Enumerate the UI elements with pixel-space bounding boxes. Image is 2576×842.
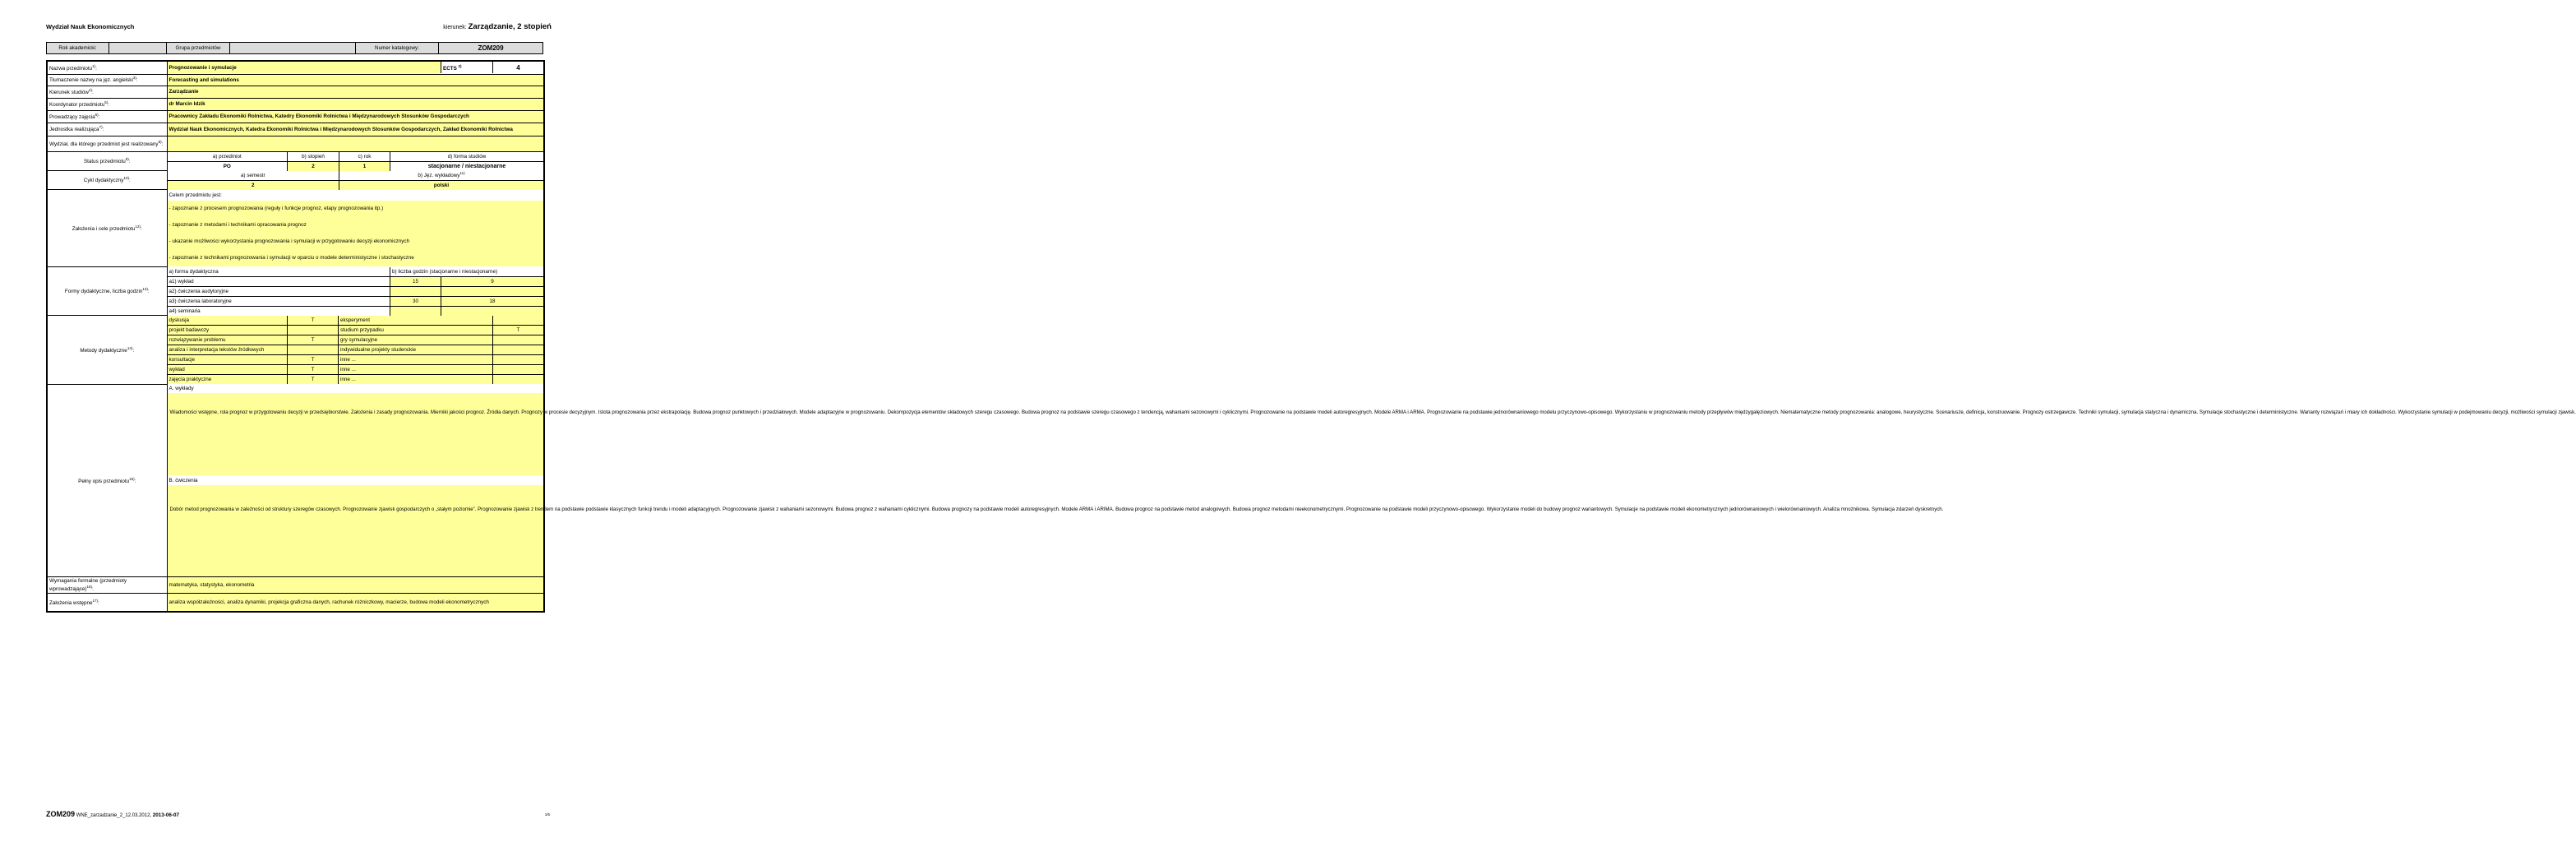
status-h-a: a) przedmiot <box>168 152 288 162</box>
top-info-bar <box>46 42 543 54</box>
faculty-name: Wydział Nauk Ekonomicznych <box>46 23 135 30</box>
formy-row-s: 15 <box>390 276 441 286</box>
rok-label: Rok akademicki: <box>47 43 109 54</box>
rok-value <box>109 43 167 54</box>
metody-row <box>168 345 544 355</box>
metody-right-name: inne ... <box>339 355 493 365</box>
cykl-cell <box>167 171 544 190</box>
footer <box>46 810 179 818</box>
formy-row-n <box>441 306 544 316</box>
footer-file: WNE_zarzadzanie_2_12.03.2012, <box>76 813 152 818</box>
zalozenia-intro: Celem przedmiotu jest: <box>169 192 222 198</box>
nazwa-cell <box>167 61 544 74</box>
tlum-label: Tłumaczenie nazwy na jęz. angielski$^{3)}$: <box>47 74 167 86</box>
metody-row <box>168 375 544 385</box>
wymagania-label: Wymagania formalne (przedmioty wprowadzające)$^{16)}$: <box>47 577 167 594</box>
metody-left-name: konsultacje <box>168 355 288 365</box>
prow-value: Pracownicy Zakładu Ekonomiki Rolnictwa, Katedry Ekonomiki Rolnictwa i Międzynarodowych Stosunków Gospodarczych <box>167 110 544 123</box>
opis-label: Pełny opis przedmiotu$^{15)}$: <box>47 385 167 577</box>
metody-left-value <box>288 345 339 355</box>
kierunek-header-value: Zarządzanie, 2 stopień <box>468 22 552 31</box>
nazwa-value: Prognozowanie i symulacje <box>168 62 441 73</box>
metody-right-value <box>493 345 544 355</box>
grupa-value <box>230 43 356 54</box>
numer-value: ZOM209 <box>439 43 543 54</box>
koord-value: dr Marcin Idzik <box>167 98 544 110</box>
formy-h-b: b) liczba godzin (stacjonarne i niestacjonarne) <box>390 267 544 277</box>
cykl-v-a: 2 <box>168 180 339 190</box>
wydz-value <box>167 136 544 151</box>
metody-row <box>168 316 544 326</box>
cykl-label: Cykl dydaktyczny$^{10)}$: <box>47 171 167 190</box>
metody-left-value: T <box>288 375 339 385</box>
zalozenia-item: - zapoznanie z procesem prognozowania (reguły i funkcje prognoz, etapy prognozowania itp.) <box>169 206 384 211</box>
kierunek-value: Zarządzanie <box>167 86 544 98</box>
zalozenia-item: - ukazanie możliwości wykorzystania prognozowania i symulacji w przygotowaniu decyzji ekonomicznych <box>169 238 410 244</box>
formy-row-s <box>390 306 441 316</box>
zalozenia-label: Założenia i cele przedmiotu$^{12)}$: <box>47 190 167 267</box>
wstepne-label: Założenia wstępne$^{17)}$: <box>47 594 167 613</box>
kierunek-label: Kierunek studiów$^{4)}$: <box>47 86 167 98</box>
formy-row-name: a3) ćwiczenia laboratoryjne <box>168 296 390 306</box>
wydz-label: Wydział, dla którego przedmiot jest realizowany$^{8)}$: <box>47 136 167 151</box>
formy-row-n <box>441 286 544 296</box>
footer-date: 2013-06-07 <box>152 812 179 818</box>
formy-row-name: a2) ćwiczenia audytoryjne <box>168 286 390 296</box>
formy-row-s: 30 <box>390 296 441 306</box>
metody-right-value <box>493 375 544 385</box>
status-h-b: b) stopień <box>288 152 339 162</box>
grupa-label: Grupa przedmiotów <box>167 43 230 54</box>
formy-label: Formy dydaktyczne, liczba godzin$^{13)}$: <box>47 267 167 316</box>
formy-row-name: a4) seminaria <box>168 306 390 316</box>
formy-row-s <box>390 286 441 296</box>
zalozenia-cell <box>167 190 544 267</box>
metody-left-name: dyskusja <box>168 316 288 326</box>
kierunek-header <box>443 22 552 31</box>
metody-row <box>168 365 544 375</box>
nazwa-label: Nazwa przedmiotu$^{1)}$: <box>47 61 167 74</box>
status-label: Status przedmiotu$^{9)}$: <box>47 151 167 171</box>
metody-row <box>168 355 544 365</box>
status-cell <box>167 151 544 171</box>
ects-value: 4 <box>516 63 520 72</box>
cykl-h-a: a) semestr <box>168 171 339 181</box>
course-table <box>46 60 2576 613</box>
koord-label: Koordynator przedmiotu$^{5)}$: <box>47 98 167 110</box>
status-v-b: 2 <box>288 161 339 171</box>
wstepne-value: analiza współzależności, analiza dynamiki, projekcja graficzna danych, rachunek różniczkowy, macierze, budowa modeli ekonometrycznych <box>167 594 544 613</box>
metody-right-name: indywidualne projekty studenckie <box>339 345 493 355</box>
formy-h-a: a) forma dydaktyczna <box>168 267 390 277</box>
formy-row-name: a1) wykład <box>168 276 390 286</box>
formy-cell <box>167 267 544 316</box>
metody-right-name: gry symulacyjne <box>339 335 493 345</box>
cykl-h-b: b) Jęz. wykładowy$^{11)}$ <box>339 171 544 181</box>
jedn-value: Wydział Nauk Ekonomicznych, Katedra Ekonomiki Rolnictwa i Międzynarodowych Stosunków Gospodarczych, Zakład Ekonomiki Rolnictwa <box>167 123 544 136</box>
opis-a-text: Wiadomości wstępne, rola prognoz w przygotowaniu decyzji w przedsiębiorstwie. Założenia i zasady prognozowania. Mierniki jakości prognoz. Źródła danych. Prognozy w procesie decyzyjnym. Istota prognozowania przez ekstrapolację. Budowa prognoz punktowych i przedziałowych. Modele adaptacyjne w prognozowaniu. Dekompozycja elementów składowych szeregu czasowego. Budowa prognoz na podstawie szeregu czasowego z tendencją, wahaniami sezonowymi i cyklicznymi. Prognozowanie na podstawie modeli autoregresyjnych. Modele ARMA i ARMA. Prognozowanie na podstawie jednorównaniowego modelu przyczynowo-opisowego. Wykorzystaniu w prognozowaniu metody przepływów międzygałęziowych. Niematematyczne metody prognozowania: analogowe, heurystyczne. Scenariusze, definicja, konstruowanie. Prognozy ostrzegawcze. Techniki symulacji, symulacja statyczna i dynamiczna. Symulacje stochastyczne i deterministyczne. Warianty rozwiązań i miary ich dokładności. Wykorzystanie symulacji w podejmowaniu decyzji, możliwości symulacji zjawisk. <box>169 409 2576 415</box>
metody-right-value <box>493 316 544 326</box>
metody-right-value <box>493 335 544 345</box>
formy-row-n: 9 <box>441 276 544 286</box>
status-v-d: stacjonarne / niestacjonarne <box>390 161 544 171</box>
kierunek-header-label: kierunek: <box>443 25 467 30</box>
status-h-c: c) rok <box>339 152 390 162</box>
metody-right-value <box>493 355 544 365</box>
cykl-v-b: polski <box>339 180 544 190</box>
wymagania-value: matematyka, statystyka, ekonometria <box>167 577 544 594</box>
jedn-label: Jednostka realizująca$^{7)}$: <box>47 123 167 136</box>
metody-row <box>168 326 544 335</box>
metody-left-value: T <box>288 355 339 365</box>
metody-left-value: T <box>288 335 339 345</box>
metody-left-value: T <box>288 365 339 375</box>
opis-a-head: A. wykłady <box>169 385 194 391</box>
status-v-c: 1 <box>339 161 390 171</box>
metody-right-name: inne ... <box>339 365 493 375</box>
opis-cell <box>167 385 2576 577</box>
status-v-a: PO <box>168 161 288 171</box>
metody-right-value <box>493 365 544 375</box>
metody-row <box>168 335 544 345</box>
zalozenia-item: - zapoznanie z metodami i technikami opracowania prognoz <box>169 222 307 228</box>
metody-left-value: T <box>288 316 339 326</box>
metody-left-name: zajęcia praktyczne <box>168 375 288 385</box>
metody-left-name: analiza i interpretacja tekstów źródłowych <box>168 345 288 355</box>
opis-b-head: B. ćwiczenia <box>169 477 198 483</box>
metody-left-name: wykład <box>168 365 288 375</box>
metody-left-value <box>288 326 339 335</box>
metody-right-name: inne ... <box>339 375 493 385</box>
formy-row-n: 18 <box>441 296 544 306</box>
zalozenia-item: - zapoznanie z technikami prognozowania i symulacji w oparciu o modele deterministyczne i stochastyczne <box>169 255 414 261</box>
metody-cell <box>167 316 544 385</box>
metody-left-name: projekt badawczy <box>168 326 288 335</box>
prow-label: Prowadzący zajęcia$^{6)}$: <box>47 110 167 123</box>
metody-right-name: studium przypadku <box>339 326 493 335</box>
metody-left-name: rozwiązywanie problemu <box>168 335 288 345</box>
metody-right-value: T <box>493 326 544 335</box>
page-number: 1/6 <box>544 812 550 817</box>
footer-code: ZOM209 <box>46 810 76 818</box>
opis-b-text: Dobór metod prognozowania w zależności od struktury szeregów czasowych. Prognozowanie zjawisk gospodarczych o „stałym poziomie”. Prognozowanie zjawisk z trendem na podstawie podstawie klasycznych funkcji trendu i modeli adaptacyjnych. Prognozowanie zjawisk z wahaniami sezonowymi. Budowa prognoz z wahaniami cyklicznymi. Budowa prognozy na podstawie modeli autoregresyjnych. Modele ARMA i ARIMA. Budowa prognoz na podstawie metod analogowych. Budowa prognoz metodami nieekonometrycznymi. Prognozowanie na podstawie modeli przyczynowo-opisowego. Wykorzystanie modeli do budowy prognoz wariantowych. Symulacje na podstawie modeli ekonometrycznych jednorównaniowych i wielorównaniowych. Analiza mnożnikowa. Symulacja zdarzeń dyskretnych. <box>169 506 1944 512</box>
metody-label: Metody dydaktyczne$^{14)}$: <box>47 316 167 385</box>
ects-label: ECTS $^{2)}$ <box>441 62 493 73</box>
status-h-d: d) forma studiów <box>390 152 544 162</box>
numer-label: Numer katalogowy: <box>356 43 439 54</box>
metody-right-name: eksperyment <box>339 316 493 326</box>
tlum-value: Forecasting and simulations <box>167 74 544 86</box>
